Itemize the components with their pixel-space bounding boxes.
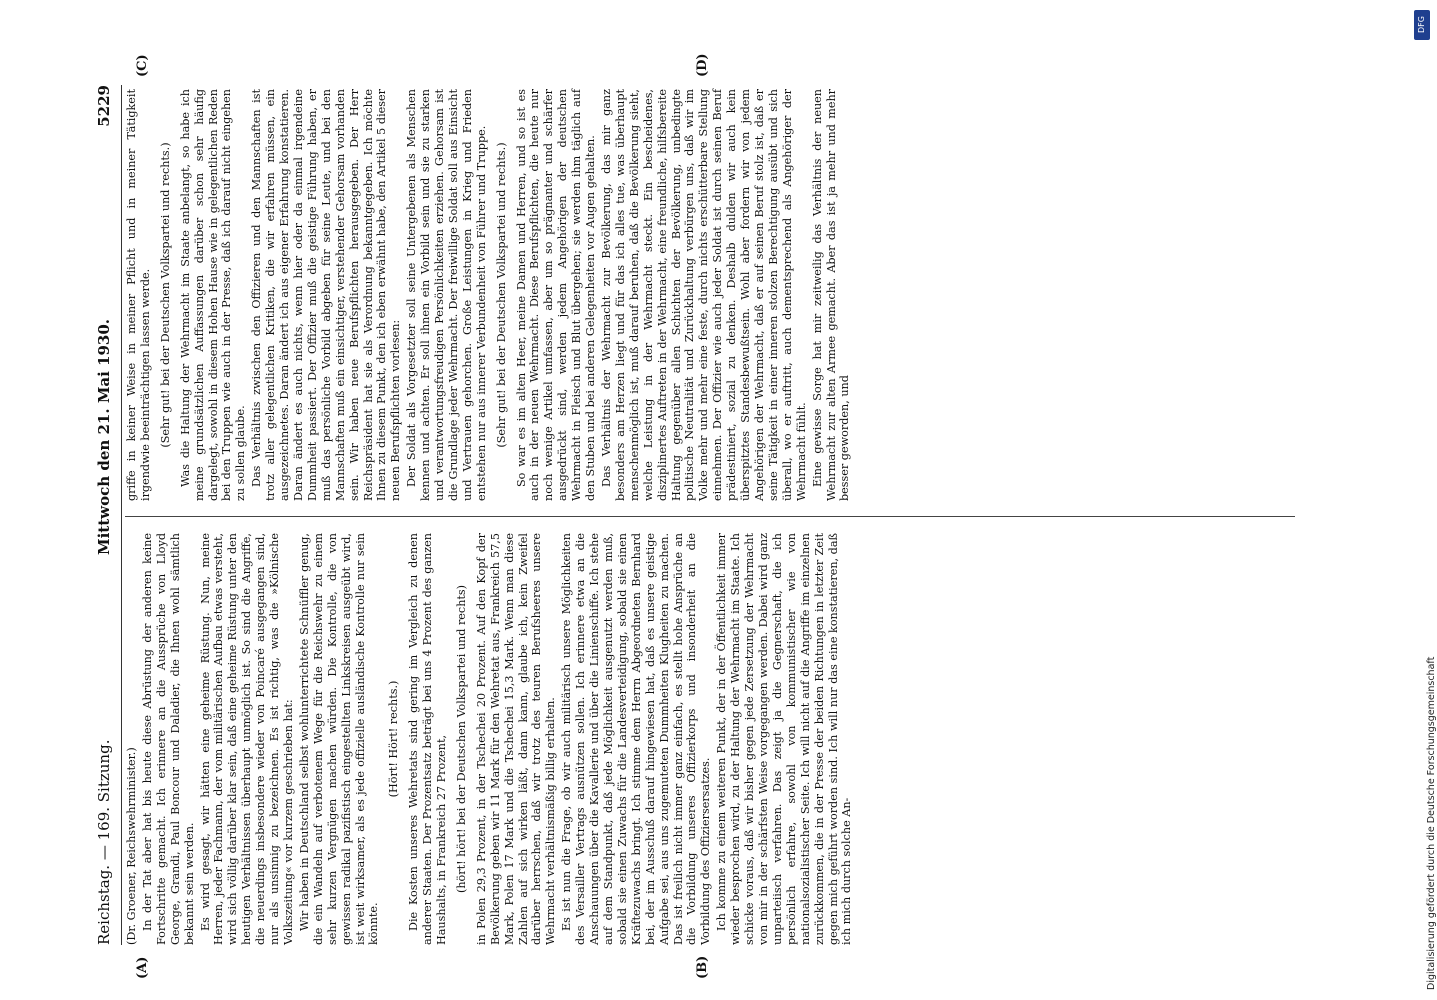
dfg-logo-text: DFG xyxy=(1417,16,1426,34)
margin-mark-a: (A) xyxy=(135,956,150,979)
margin-mark-b: (B) xyxy=(695,955,710,979)
paragraph: Ich komme zu einem weiteren Punkt, der in der Öffentlichkeit immer wieder besprochen wird, zu der Haltung der Wehrmacht im Staate. Ich schicke voraus, daß wir bisher gegen jede Zersetzung der Wehrmacht von mir in der schärfsten Weise vorgegangen werden. Dabei wird ganz unparteiisch verfahren. Das zeigt ja die Gegnerschaft, die ich persönlich erfahre, sowohl von kommunistischer wie von nationalsozialistischer Seite. Ich will nicht auf die Angriffe im einzelnen zurückkommen, die in der Presse der beiden Richtungen in letzter Zeit gegen mich geführt worden sind. Ich will nur das eine konstatieren, daß ich mich durch solche An- xyxy=(715,533,854,945)
page-header xyxy=(95,85,119,945)
left-column xyxy=(125,533,1325,945)
digitization-credit: Digitalisierung gefördert durch die Deutsche Forschungsgemeinschaft xyxy=(1426,656,1437,990)
paragraph: Was die Haltung der Wehrmacht im Staate anbelangt, so habe ich meine grundsätzlichen Auffassungen darüber schon sehr häufig dargelegt, sowohl in diesem Hohen Hause wie in gelegentlichen Reden bei den Truppen wie auch in der Presse, daß ich darauf nicht eingehen zu sollen glaube. xyxy=(178,89,248,501)
paragraph: Die Kosten unseres Wehretats sind gering im Vergleich zu denen anderer Staaten. Der Prozentsatz beträgt bei uns 4 Prozent des ganzen Haushalts, in Frankreich 27 Prozent, xyxy=(407,533,449,945)
paragraph: in Polen 29,3 Prozent, in der Tschechei 20 Prozent. Auf den Kopf der Bevölkerung geben wir 11 Mark für den Wehretat aus, Frankreich 57,5 Mark, Polen 17 Mark und die Tschechei 15,3 Mark. Wenn man diese Zahlen auf sich wirken läßt, dann kann, glaube ich, kein Zweifel darüber herrschen, daß wir trotz des teuren Berufsheeres unsere Wehrmacht verhältnismäßig billig erhalten. xyxy=(474,533,558,945)
right-column xyxy=(125,89,1325,501)
paragraph: Das Verhältnis der Wehrmacht zur Bevölkerung, das mir ganz besonders am Herzen liegt und für das ich alles tue, was überhaupt menschenmöglich ist, muß darauf beruhen, daß die Bevölkerung sieht, welche Leistung in der Wehrmacht steckt. Ein bescheidenes, disziplinertes Auftreten in der Wehrmacht, eine freundliche, hilfsbereite Haltung gegenüber allen Schichten der Bevölkerung, unbedingte politische Neutralität und Zurückhaltung verbürgen uns, daß wir im Volke mehr und mehr eine feste, durch nichts erschütterbare Stellung einnehmen. Der Offizier wie auch jeder Soldat ist durch seinen Beruf prädestiniert, sozial zu denken. Deshalb dulden wir auch kein überspitztes Standesbewußtsein. Wohl aber fordern wir von jedem Angehörigen der Wehrmacht, daß er auf seinen Beruf stolz ist, daß er seine Tätigkeit in einer inneren stolzen Berechtigung ausübt und sich überall, wo er auftritt, auch dementsprechend als Angehöriger der Wehrmacht fühlt. xyxy=(600,89,808,501)
quote-paragraph: Der Soldat als Vorgesetzter soll seine Untergebenen als Menschen kennen und achten. Er soll ihnen ein Vorbild sein und sie zu starken und verantwortungsfreudigen Persönlichkeiten erziehen. Gehorsam ist die Grundlage jeder Wehrmacht. Der freiwillige Soldat soll aus Einsicht und Vertrauen gehorchen. Große Leistungen in Krieg und Frieden entstehen nur aus innerer Verbundenheit von Führer und Truppe. xyxy=(405,89,488,501)
paragraph: Es wird gesagt, wir hätten eine geheime Rüstung. Nun, meine Herren, jeder Fachmann, der vom militärischen Aufbau etwas versteht, wird sich völlig darüber klar sein, daß eine geheime Rüstung unter den heutigen Verhältnissen überhaupt unmöglich ist. So sind die Angriffe, die neuerdings insbesondere wieder von Poincaré ausgegangen sind, nur als unsinnig zu bezeichnen. Es ist richtig, was die »Kölnische Volkszeitung« vor kurzem geschrieben hat: xyxy=(198,533,295,945)
interjection: (Hört! Hört! rechts.) xyxy=(387,680,401,798)
column-divider xyxy=(125,516,1295,517)
margin-mark-c: (C) xyxy=(135,54,150,77)
header-session: Reichstag. — 169. Sitzung. xyxy=(95,739,113,945)
rotated-document xyxy=(95,53,1335,979)
interjection: (Sehr gut! bei der Deutschen Volkspartei und rechts.) xyxy=(158,142,172,448)
quote-paragraph: Wir haben in Deutschland selbst wohlunterrichtete Schnüffler genug, die ein Wandeln auf verbotenem Wege für die Reichswehr zu einem sehr kurzen Vergnügen machen würden. Die Kontrolle, die von gewissen radikal pazifistisch eingestellten Linkskreisen ausgeübt wird, ist weit wirksamer, als es jede offizielle ausländische Kontrolle nur sein könnte. xyxy=(297,533,381,945)
paragraph: In der Tat aber hat bis heute diese Abrüstung der anderen keine Fortschritte gemacht. Ich erinnere an die Aussprüche von Lloyd George, Grandi, Paul Boncour und Daladier, die Ihnen wohl sämtlich bekannt sein werden. xyxy=(140,533,196,945)
paragraph: Das Verhältnis zwischen den Offizieren und den Mannschaften ist trotz aller gelegentlichen Kritiken, die wir erfahren müssen, ein ausgezeichnetes. Daran ändert ich aus eigener Erfahrung konstatieren. Daran ändert es auch nichts, wenn hier oder da einmal irgendeine Dummheit passiert. Der Offizier muß die geistige Führung haben, er muß das persönliche Vorbild abgeben für seine Leute, und bei den Mannschaften muß ein einsichtiger, verstehender Gehorsam vorhanden sein. Wir haben neue Berufspflichten herausgegeben. Der Herr Reichspräsident hat sie als Verordnung bekanntgegeben. Ich möchte Ihnen zu diesem Punkt, den ich eben erwähnt habe, den Artikel 5 dieser neuen Berufspflichten vorlesen: xyxy=(250,89,403,501)
paragraph: Eine gewisse Sorge hat mir zeitweilig das Verhältnis der neuen Wehrmacht zur alten Armee gemacht. Aber das ist ja mehr und mehr besser geworden, und xyxy=(810,89,852,501)
paragraph: So war es im alten Heer, meine Damen und Herren, und so ist es auch in der neuen Wehrmacht. Diese Berufspflichten, die heute nur noch wenige Artikel umfassen, aber um so prägnanter und schärfer ausgedrückt sind, werden jedem Angehörigen der deutschen Wehrmacht in Fleisch und Blut übergehen; sie werden ihm täglich auf den Stuben und bei anderen Gelegenheiten vor Augen gehalten. xyxy=(514,89,598,501)
paragraph: griffe in keiner Weise in meiner Pflicht und in meiner Tätigkeit irgendwie beeinträchtigen lassen werde. xyxy=(125,89,152,501)
margin-mark-d: (D) xyxy=(695,53,710,77)
interjection: (hört! hört! bei der Deutschen Volkspartei und rechts) xyxy=(454,585,468,894)
paragraph: Es ist nun die Frage, ob wir auch militärisch unsere Möglichkeiten des Versailler Vertrags ausnützen sollen. Ich erinnere etwa an die Anschauungen über die Kavallerie und über die Linienschiffe. Ich stehe auf dem Standpunkt, daß jede Möglichkeit ausgenutzt werden muß, sobald sie einen Zuwachs für die Landesverteidigung, sobald sie einen Kräftezuwachs bringt. Ich stimme dem Herrn Abgeordneten Bernhard bei, der im Ausschuß darauf hingewiesen hat, daß es unsere geistige Aufgabe sei, aus uns zugemuteten Dummheiten Klugheiten zu machen. Das ist freilich nicht immer ganz einfach, es stellt hohe Ansprüche an die Vorbildung unseres Offizierkorps und insonderheit an die Vorbildung des Offiziersersatzes. xyxy=(560,533,713,945)
header-rule xyxy=(121,85,122,945)
speaker-line: (Dr. Groener, Reichswehrminister.) xyxy=(125,747,138,945)
header-date: Mittwoch den 21. Mai 1930. xyxy=(95,318,113,555)
page-number: 5229 xyxy=(95,85,113,127)
interjection: (Sehr gut! bei der Deutschen Volkspartei und rechts.) xyxy=(494,142,508,448)
